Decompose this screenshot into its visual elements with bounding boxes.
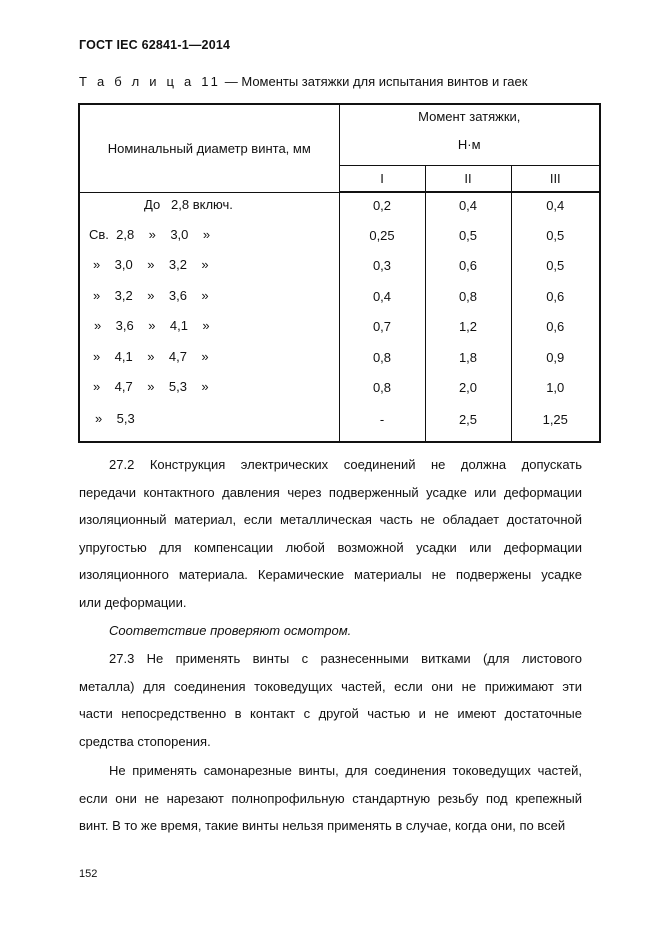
torque-value-II: 0,5 <box>458 227 478 243</box>
header-col-II: II <box>425 166 511 193</box>
diameter-cell: » 4,7 » 5,3 » <box>93 379 209 395</box>
col-II-values <box>425 192 511 442</box>
torque-value-I: - <box>379 411 385 427</box>
header-diameter: Номинальный диаметр винта, мм <box>79 104 339 192</box>
text-line: упругостью для компенсации любой возможной усадки или деформации <box>79 539 582 555</box>
header-col-I: I <box>339 166 425 193</box>
col-I-values <box>339 192 425 442</box>
torque-value-II: 1,8 <box>458 349 478 365</box>
text-line: 27.3 Не применять винты с разнесенными витками (для листового <box>109 651 582 666</box>
torque-table <box>78 103 601 443</box>
text-line: передачи контактного давления через подверженный усадке или деформации <box>79 484 582 500</box>
table-caption-title: — Моменты затяжки для испытания винтов и гаек <box>221 74 528 89</box>
torque-value-II: 0,6 <box>458 257 478 273</box>
torque-value-I: 0,7 <box>372 318 392 334</box>
diameter-cell: » 3,2 » 3,6 » <box>93 288 209 304</box>
text-line: Не применять самонарезные винты, для соединения токоведущих частей, <box>109 763 582 778</box>
diameter-cell: » 3,0 » 3,2 » <box>93 257 209 273</box>
diameter-cell: Св. 2,8 » 3,0 » <box>89 227 211 243</box>
torque-value-II: 2,5 <box>458 411 478 427</box>
check-statement <box>79 617 582 645</box>
torque-value-III: 1,0 <box>546 379 565 395</box>
diameter-column <box>79 192 339 442</box>
torque-value-III: 0,5 <box>546 257 565 273</box>
torque-value-II: 0,4 <box>458 197 478 213</box>
paragraph-27-3 <box>79 645 582 755</box>
torque-value-III: 0,6 <box>546 318 565 334</box>
torque-value-II: 0,8 <box>458 288 478 304</box>
diameter-cell: » 5,3 <box>95 411 135 427</box>
text-line: части непосредственно в контакт с другой частью и не имеют достаточные <box>79 706 582 721</box>
torque-value-II: 1,2 <box>458 318 478 334</box>
page-number: 152 <box>79 868 98 880</box>
text-line: средства стопорения. <box>79 733 211 749</box>
torque-value-I: 0,3 <box>372 257 392 273</box>
torque-value-I: 0,8 <box>372 379 392 395</box>
torque-value-III: 0,9 <box>546 349 565 365</box>
table-caption <box>79 74 527 89</box>
torque-value-III: 0,6 <box>546 288 565 304</box>
text-line: 27.2 Конструкция электрических соединений не должна допускать <box>109 457 582 472</box>
torque-value-I: 0,25 <box>369 227 395 243</box>
text-line: металла) для соединения токоведущих частей, если они не прижимают эти <box>79 678 582 694</box>
header-moment <box>339 104 600 166</box>
col-III-values <box>511 192 600 442</box>
torque-value-III: 1,25 <box>542 411 568 427</box>
check-text: Соответствие проверяют осмотром. <box>109 623 352 638</box>
text-line: если они не нарезают полнопрофильную стандартную резьбу под крепежный <box>79 790 582 806</box>
paragraph-27-2 <box>79 451 582 616</box>
header-moment-unit: Н·м <box>457 137 481 152</box>
text-line: изоляционного материала. Керамические материалы не подвержены усадке <box>79 567 582 582</box>
diameter-cell: » 4,1 » 4,7 » <box>93 349 209 365</box>
diameter-cell: До 2,8 включ. <box>144 197 233 213</box>
torque-value-I: 0,4 <box>372 288 392 304</box>
torque-value-III: 0,4 <box>546 197 565 213</box>
header-col-III: III <box>511 166 600 193</box>
document-header: ГОСТ IEC 62841-1—2014 <box>79 38 231 52</box>
diameter-cell: » 3,6 » 4,1 » <box>94 318 210 334</box>
text-line: или деформации. <box>79 594 187 610</box>
text-line: изоляционный материал, если металлическая часть не обладает достаточной <box>79 512 582 527</box>
header-moment-line1: Момент затяжки, <box>418 109 521 124</box>
table-caption-label: Т а б л и ц а 11 <box>79 74 222 89</box>
torque-value-III: 0,5 <box>546 227 565 243</box>
text-line: винт. В то же время, такие винты нельзя применять в случае, когда они, по всей <box>79 818 566 833</box>
torque-value-I: 0,8 <box>372 349 392 365</box>
torque-value-I: 0,2 <box>372 197 392 213</box>
paragraph-self-tapping <box>79 757 582 840</box>
torque-value-II: 2,0 <box>458 379 478 395</box>
